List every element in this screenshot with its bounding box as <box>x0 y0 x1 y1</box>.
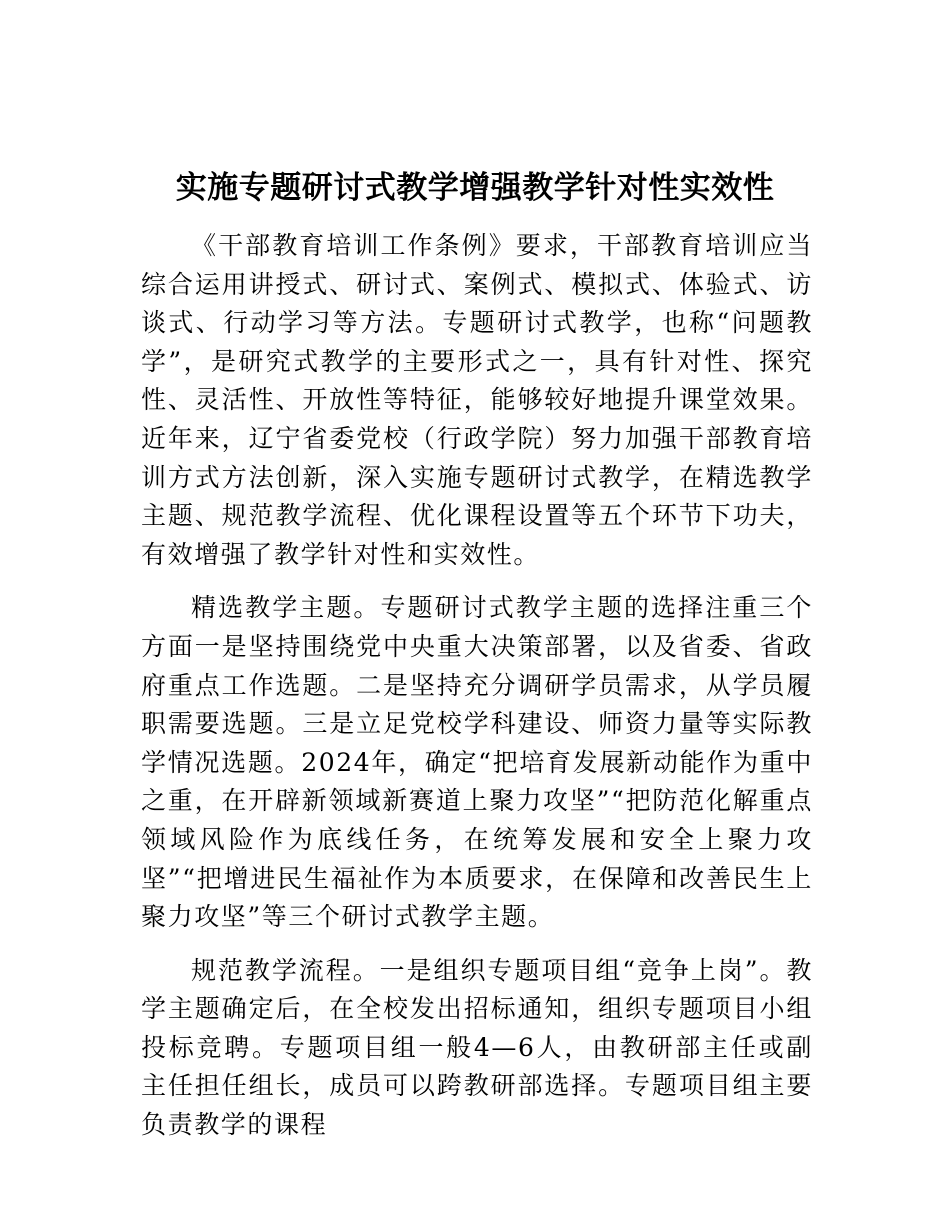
document-title: 实施专题研讨式教学增强教学针对性实效性 <box>175 170 775 206</box>
document-body <box>141 227 813 1160</box>
paragraph-intro: 《干部教育培训工作条例》要求，干部教育培训应当综合运用讲授式、研讨式、案例式、模拟式、体验式、访谈式、行动学习等方法。专题研讨式教学，也称“问题教学”，是研究式教学的主要形式之一，具有针对性、探究性、灵活性、开放性等特征，能够较好地提升课堂效果。近年来，辽宁省委党校（行政学院）努力加强干部教育培训方式方法创新，深入实施专题研讨式教学，在精选教学主题、规范教学流程、优化课程设置等五个环节下功夫，有效增强了教学针对性和实效性。 <box>141 231 813 569</box>
paragraph-teaching-process: 规范教学流程。一是组织专题项目组“竞争上岗”。教学主题确定后，在全校发出招标通知，组织专题项目小组投标竞聘。专题项目组一般4—6人，由教研部主任或副主任担任组长，成员可以跨教研部选择。专题项目组主要负责教学的课程 <box>141 955 813 1140</box>
paragraph-select-topics: 精选教学主题。专题研讨式教学主题的选择注重三个方面一是坚持围绕党中央重大决策部署，以及省委、省政府重点工作选题。二是坚持充分调研学员需求，从学员履职需要选题。三是立足党校学科建设、师资力量等实际教学情况选题。2024年，确定“把培育发展新动能作为重中之重，在开辟新领域新赛道上聚力攻坚”“把防范化解重点领域风险作为底线任务，在统筹发展和安全上聚力攻坚”“把增进民生福祉作为本质要求，在保障和改善民生上聚力攻坚”等三个研讨式教学主题。 <box>141 593 813 932</box>
